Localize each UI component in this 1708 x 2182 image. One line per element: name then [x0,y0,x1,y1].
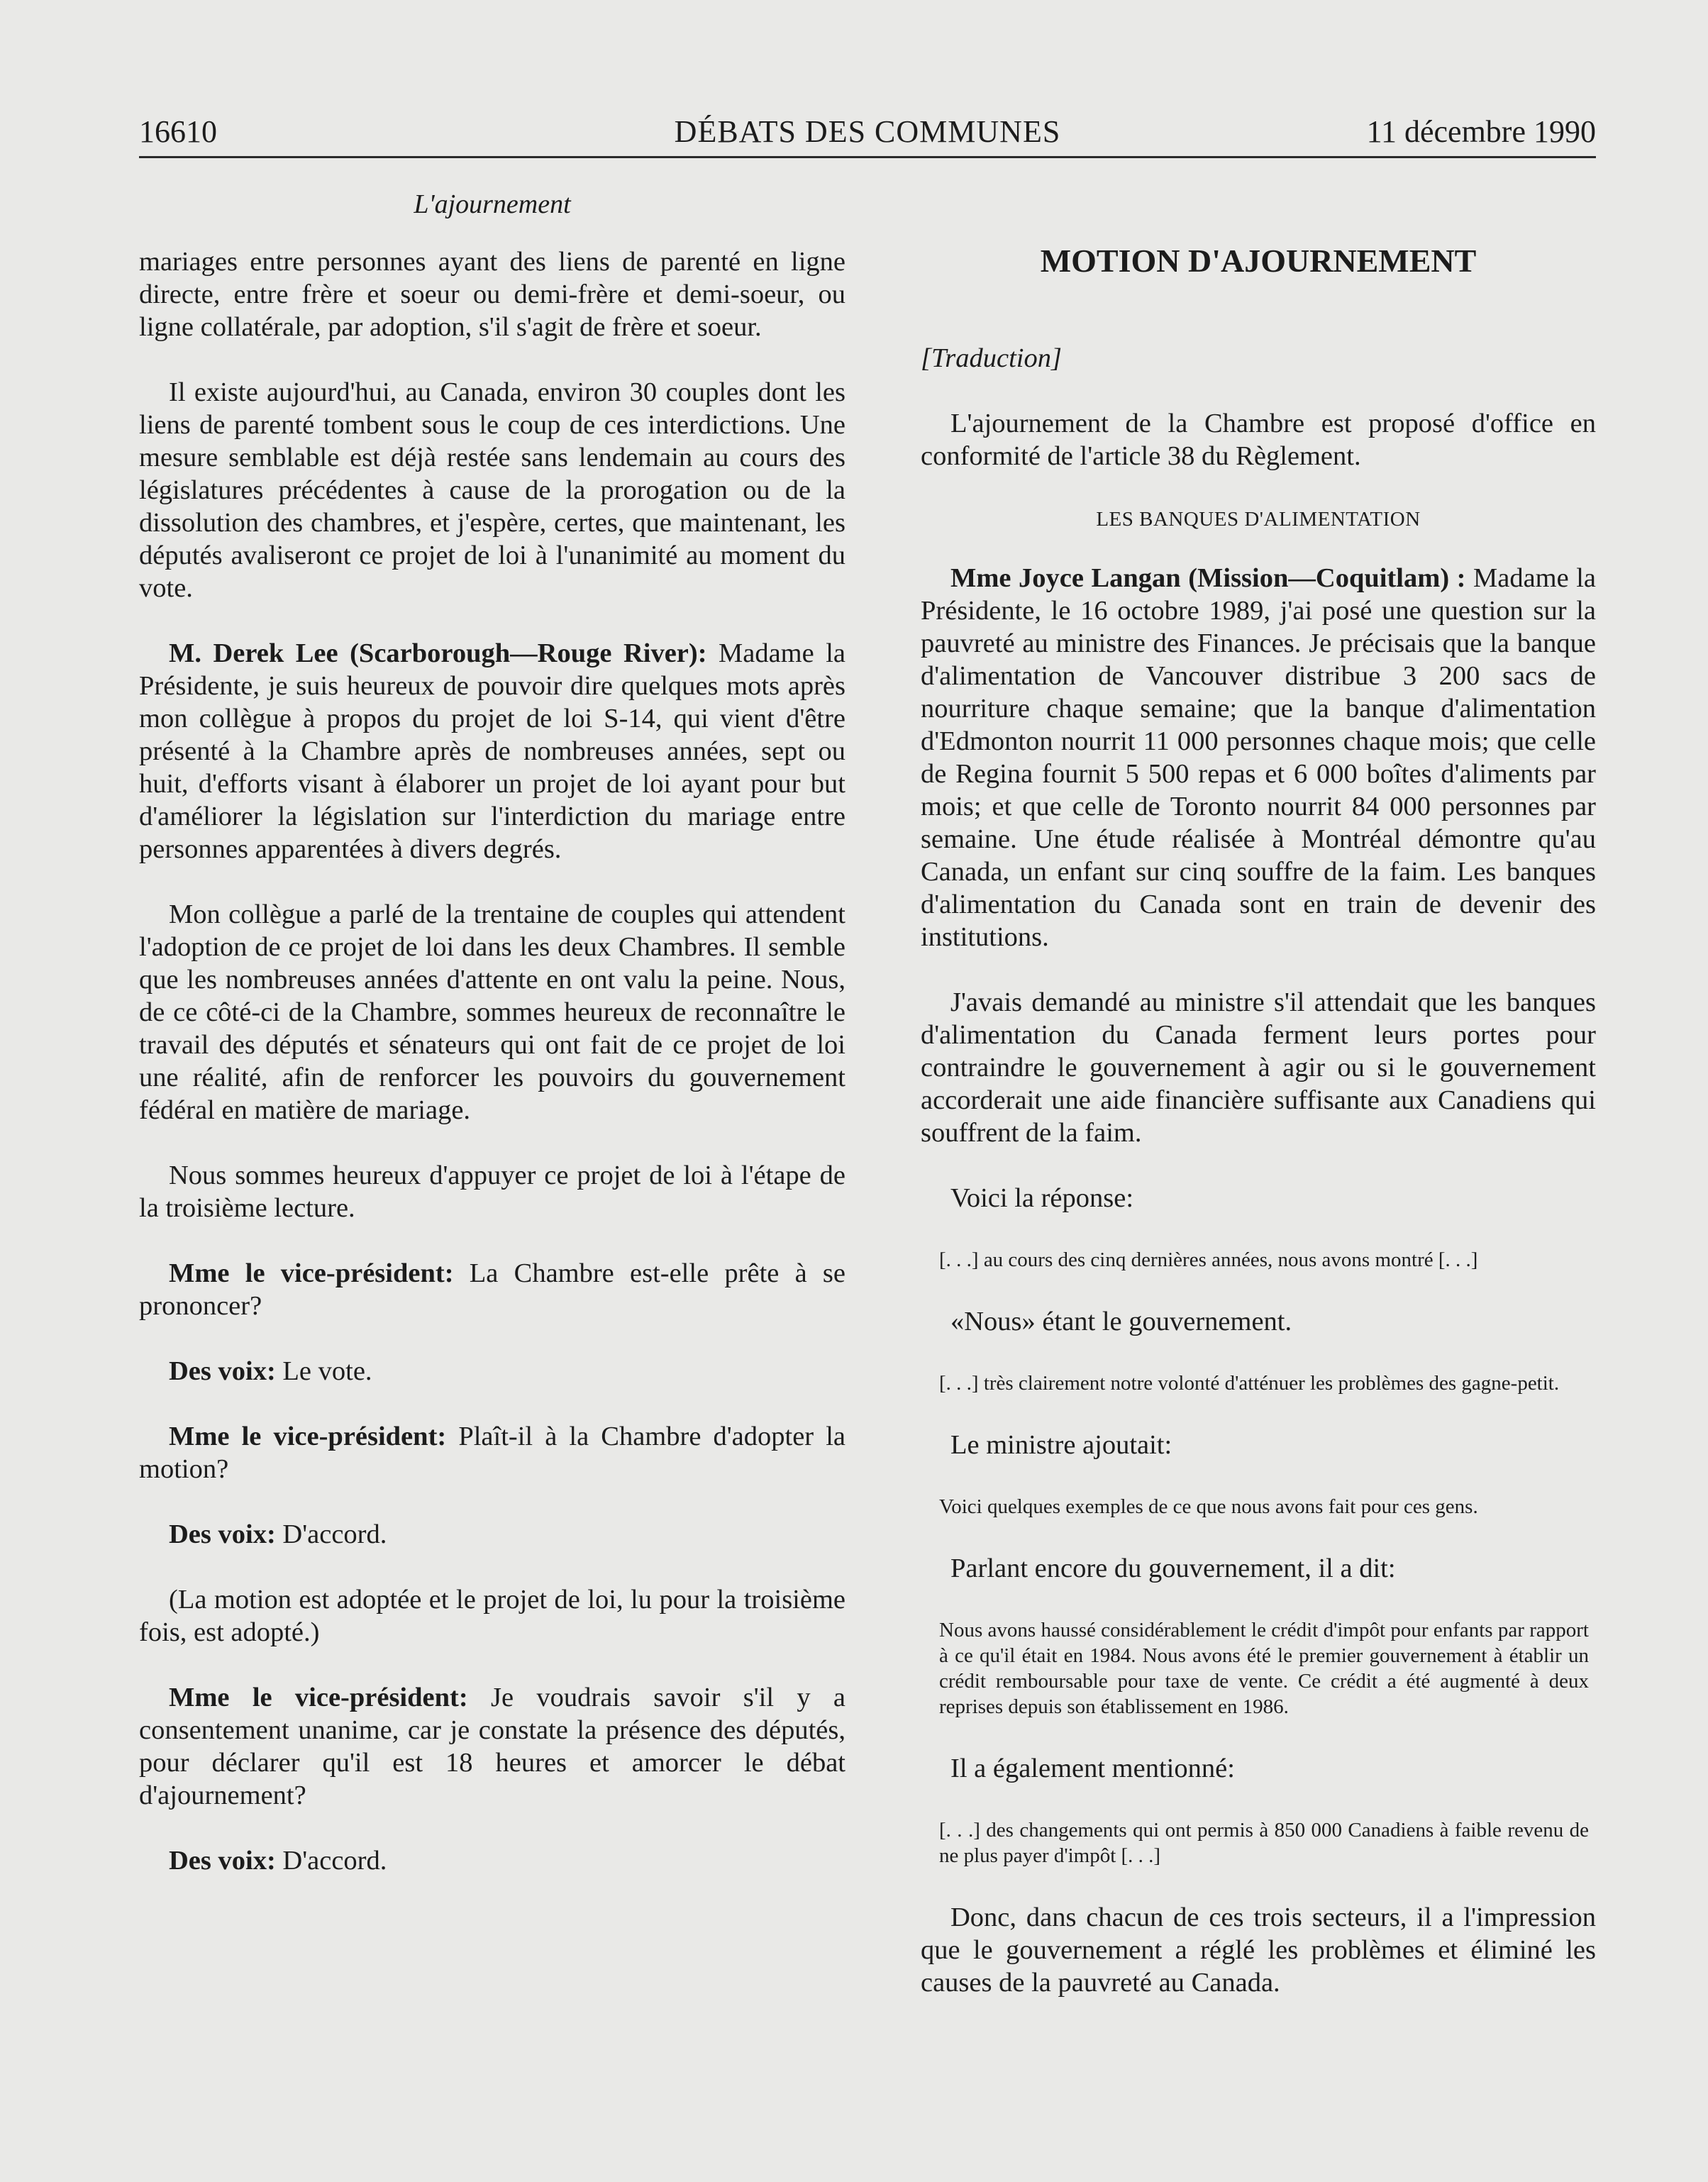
speech-text: Je voudrais savoir s'il y a consentement unanime, car je constate la présence des députés, pour déclarer qu'il est 18 heures et amorcer le débat d'ajournement? [139,1683,845,1810]
paragraph: Donc, dans chacun de ces trois secteurs, il a l'impression que le gouvernement a réglé les problèmes et éliminé les causes de la pauvreté au Canada. [921,1903,1596,1998]
paragraph: Voici la réponse: [950,1183,1134,1213]
paragraph: mariages entre personnes ayant des liens de parenté en ligne directe, entre frère et soeur ou demi-frère et demi-soeur, ou ligne collatérale, par adoption, s'il s'agit de frère et soeur. [139,247,845,342]
speech-text: Madame la Présidente, le 16 octobre 1989, j'ai posé une question sur la pauvreté au ministre des Finances. Je précisais que la banque d'alimentation de Vancouver distribue 3 200 sacs de nourriture chaque semaine; que la banque d'alimentation d'Edmonton nourrit 11 000 personnes chaque mois; que celle de Regina fournit 5 500 repas et 6 000 boîtes d'aliments par mois; et que celle de Toronto nourrit 84 000 personnes par semaine. Une étude réalisée à Montréal démontre qu'au Canada, un enfant sur cinq souffre de la faim. Les banques d'alimentation du Canada sont en train de devenir des institutions. [921,563,1596,952]
paragraph: Mon collègue a parlé de la trentaine de couples qui attendent l'adoption de ce projet de loi dans les deux Chambres. Il semble que les nombreuses années d'attente en ont valu la peine. Nous, de ce côté-ci de la Chambre, sommes heureux de reconnaître le travail des députés et sénateurs qui ont fait de ce projet de loi une réalité, afin de renforcer les pouvoirs du gouvernement fédéral en matière de mariage. [139,899,845,1125]
speaker-name: Des voix: [169,1846,276,1876]
paragraph: J'avais demandé au ministre s'il attendait que les banques d'alimentation du Canada ferment leurs portes pour contraindre le gouvernement à agir ou si le gouvernement accorderait une aide financière suffisante aux Canadiens qui souffrent de la faim. [921,987,1596,1148]
speech-text: Le vote. [275,1356,372,1386]
paragraph: (La motion est adoptée et le projet de loi, lu pour la troisième fois, est adopté.) [139,1585,845,1647]
paragraph: «Nous» étant le gouvernement. [950,1307,1292,1336]
speech-paragraph [139,1844,845,1877]
speech-paragraph [139,1681,845,1812]
speaker-name: Mme Joyce Langan (Mission—Coquitlam) : [950,563,1466,593]
subheading: LES BANQUES D'ALIMENTATION [1096,508,1421,531]
section-title: MOTION D'AJOURNEMENT [1040,243,1477,279]
page-number: 16610 [139,114,217,149]
speaker-name: Mme le vice-président: [169,1422,447,1451]
speech-text: D'accord. [275,1519,387,1549]
paragraph: Nous sommes heureux d'appuyer ce projet de loi à l'étape de la troisième lecture. [139,1161,845,1223]
speech-paragraph [139,1518,845,1551]
paragraph: L'ajournement de la Chambre est proposé d'office en conformité de l'article 38 du Règlement. [921,409,1596,471]
paragraph: Le ministre ajoutait: [950,1430,1172,1460]
translation-note: [Traduction] [921,343,1062,373]
block-quote: [. . .] des changements qui ont permis à 850 000 Canadiens à faible revenu de ne plus payer d'impôt [. . .] [939,1819,1589,1867]
page-header [139,113,1596,158]
speech-paragraph [139,637,845,865]
speech-text: D'accord. [275,1846,387,1876]
block-quote: Nous avons haussé considérablement le crédit d'impôt pour enfants par rapport à ce qu'il était en 1984. Nous avons été le premier gouvernement à établir un crédit remboursable pour taxe de vente. Ce crédit a été augmenté à deux reprises depuis son établissement en 1986. [939,1619,1589,1718]
speaker-name: Des voix: [169,1356,276,1386]
paragraph: Parlant encore du gouvernement, il a dit: [950,1554,1396,1583]
speech-paragraph [921,562,1596,953]
block-quote: Voici quelques exemples de ce que nous avons fait pour ces gens. [939,1495,1478,1518]
translation-word: Traduction [931,343,1051,373]
speech-text: La Chambre est-elle prête à se prononcer? [139,1258,845,1321]
speech-text: Plaît-il à la Chambre d'adopter la motion? [139,1422,845,1484]
paragraph: Il existe aujourd'hui, au Canada, environ 30 couples dont les liens de parenté tombent sous le coup de ces interdictions. Une mesure semblable est déjà restée sans lendemain au cours des législatures précédentes à cause de la prorogation ou de la dissolution des chambres, et j'espère, certes, que maintenant, les députés avaliseront ce projet de loi à l'unanimité au moment du vote. [139,377,845,603]
paragraph: Il a également mentionné: [950,1754,1235,1783]
running-title: L'ajournement [414,189,571,219]
speaker-name: Mme le vice-président: [169,1683,468,1712]
speaker-name: Mme le vice-président: [169,1258,454,1288]
speech-paragraph [139,1420,845,1485]
right-column [921,241,1596,1999]
speaker-name: M. Derek Lee (Scarborough—Rouge River): [169,638,707,668]
speech-paragraph [139,1355,845,1388]
left-column [139,245,845,1877]
speaker-name: Des voix: [169,1519,276,1549]
block-quote: [. . .] très clairement notre volonté d'atténuer les problèmes des gagne-petit. [939,1372,1560,1395]
block-quote: [. . .] au cours des cinq dernières années, nous avons montré [. . .] [939,1248,1478,1271]
speech-text: Madame la Présidente, je suis heureux de pouvoir dire quelques mots après mon collègue à propos du projet de loi S-14, qui vient d'être présenté à la Chambre après de nombreuses années, sept ou huit, d'efforts visant à élaborer un projet de loi ayant pour but d'améliorer la législation sur l'interdiction du mariage entre personnes apparentées à divers degrés. [139,638,845,864]
speech-paragraph [139,1257,845,1322]
publication-date: 11 décembre 1990 [1366,114,1596,149]
publication-title: DÉBATS DES COMMUNES [674,114,1061,149]
